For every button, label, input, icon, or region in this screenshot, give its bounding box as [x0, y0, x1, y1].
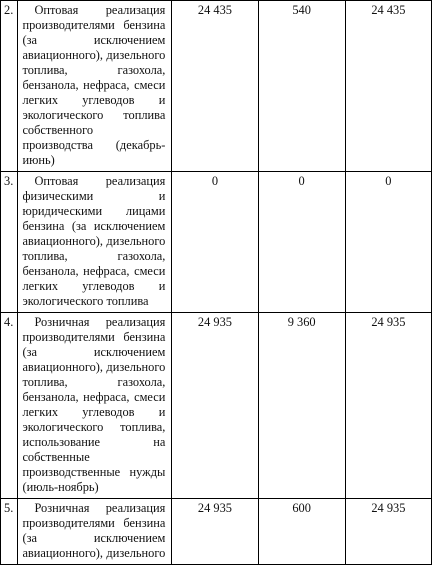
description-line: бензина (за исключением — [22, 219, 166, 233]
row-description — [18, 499, 172, 565]
description-line: собственного — [22, 123, 94, 137]
row-number: 4. — [1, 313, 18, 499]
description-line: легких углеводов и — [22, 93, 166, 107]
description-line: физическими и — [22, 189, 166, 203]
description-line: юридическими лицами — [22, 204, 166, 218]
value-cell-2: 600 — [258, 499, 345, 565]
row-description — [18, 313, 172, 499]
description-line: (за исключением — [22, 531, 166, 545]
description-line: топлива, газохола, — [22, 63, 166, 77]
description-line: (за исключением — [22, 345, 166, 359]
description-line: авиационного), дизельного — [22, 48, 166, 62]
description-line: авиационного), дизельного — [22, 360, 166, 374]
row-description — [18, 172, 172, 313]
description-line: легких углеводов и — [22, 279, 166, 293]
description-line: экологического топлива, — [22, 420, 166, 434]
description-line: бензанола, нефраса, смеси — [22, 390, 166, 404]
table-row — [1, 313, 432, 499]
description-line: Розничная реализация — [34, 315, 166, 329]
description-line: (июль-ноябрь) — [22, 480, 99, 494]
description-line: экологического топлива — [22, 294, 149, 308]
description-line: топлива, газохола, — [22, 249, 166, 263]
description-line: Розничная реализация — [34, 501, 166, 515]
value-cell-1: 24 435 — [172, 1, 258, 172]
description-line: (за исключением — [22, 33, 166, 47]
table-body — [1, 1, 432, 565]
value-cell-3: 24 935 — [345, 499, 431, 565]
value-cell-1: 0 — [172, 172, 258, 313]
description-line: Оптовая реализация — [34, 3, 166, 17]
description-line: бензанола, нефраса, смеси — [22, 78, 166, 92]
value-cell-2: 0 — [258, 172, 345, 313]
table-row — [1, 172, 432, 313]
value-cell-2: 540 — [258, 1, 345, 172]
description-line: бензанола, нефраса, смеси — [22, 264, 166, 278]
value-cell-3: 24 435 — [345, 1, 431, 172]
value-cell-1: 24 935 — [172, 313, 258, 499]
description-line: собственные — [22, 450, 90, 464]
description-line: экологического топлива — [22, 108, 166, 122]
description-line: производителями бензина — [22, 330, 166, 344]
table-row — [1, 499, 432, 565]
value-cell-3: 0 — [345, 172, 431, 313]
value-cell-3: 24 935 — [345, 313, 431, 499]
description-line: производства (декабрь- — [22, 138, 166, 152]
description-line: авиационного), дизельного — [22, 546, 166, 560]
description-line: производителями бензина — [22, 18, 166, 32]
description-line: производственные нужды — [22, 465, 166, 479]
description-line: использование на — [22, 435, 166, 449]
description-line: июнь) — [22, 153, 55, 167]
value-cell-1: 24 935 — [172, 499, 258, 565]
row-number: 3. — [1, 172, 18, 313]
row-number: 5. — [1, 499, 18, 565]
row-number: 2. — [1, 1, 18, 172]
value-cell-2: 9 360 — [258, 313, 345, 499]
description-line: производителями бензина — [22, 516, 166, 530]
table-row — [1, 1, 432, 172]
description-line: Оптовая реализация — [34, 174, 166, 188]
row-description — [18, 1, 172, 172]
description-line: легких углеводов и — [22, 405, 166, 419]
description-line: авиационного), дизельного — [22, 234, 166, 248]
description-line: топлива, газохола, — [22, 375, 166, 389]
